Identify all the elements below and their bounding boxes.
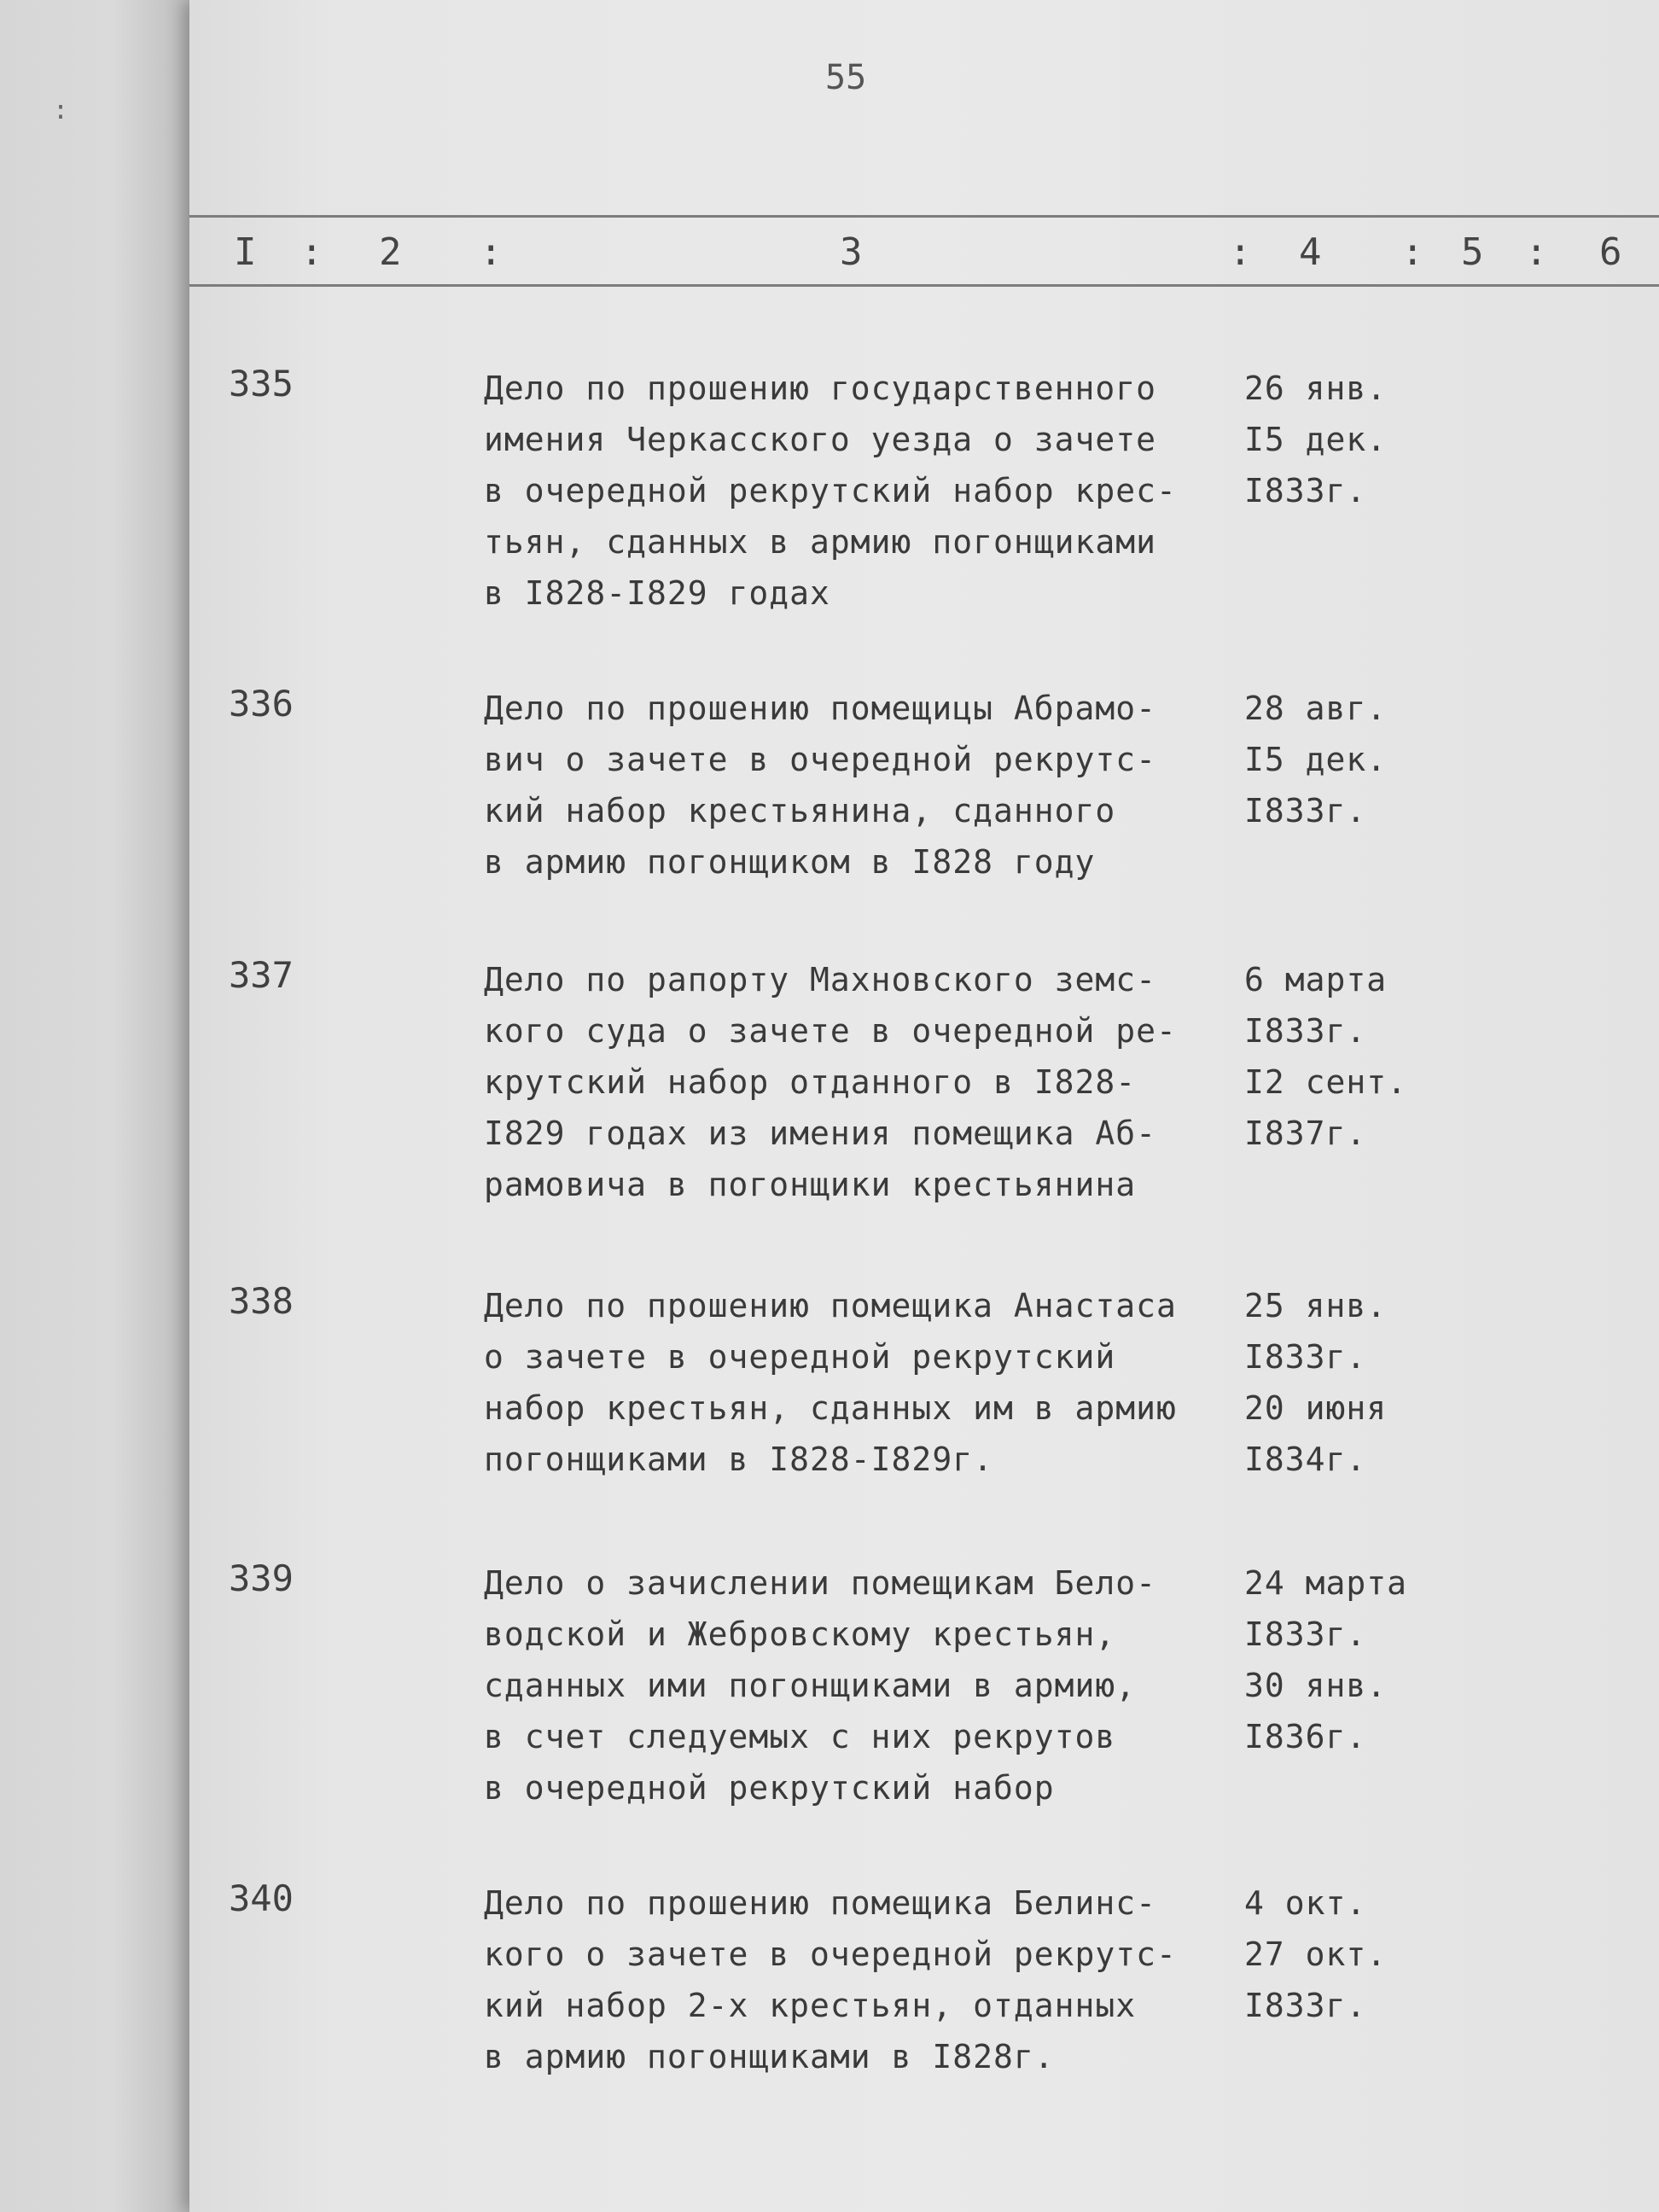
row-number: 338: [229, 1280, 294, 1322]
title-line: I829 годах из имения помещика Аб-: [484, 1115, 1156, 1152]
title-line: в I828-I829 годах: [484, 574, 830, 612]
date-line: I2 сент.: [1244, 1063, 1408, 1101]
header-col-1: I: [234, 230, 257, 274]
title-line: в счет следуемых с них рекрутов: [484, 1718, 1116, 1755]
margin-mark: :: [53, 96, 69, 125]
row-title: [484, 1557, 1218, 1813]
header-col-4: 4: [1299, 230, 1322, 274]
title-line: Дело по рапорту Махновского земс-: [484, 961, 1156, 998]
date-line: 25 янв.: [1244, 1287, 1388, 1324]
header-col-3: 3: [840, 230, 863, 274]
date-line: I5 дек.: [1244, 421, 1388, 458]
date-line: I833г.: [1244, 1987, 1367, 2024]
date-line: 24 марта: [1244, 1564, 1408, 1602]
title-line: рамовича в погонщики крестьянина: [484, 1166, 1137, 1203]
row-title: [484, 1280, 1218, 1485]
document-page: [189, 0, 1659, 2212]
title-line: тьян, сданных в армию погонщиками: [484, 523, 1156, 561]
header-separator: :: [1401, 230, 1424, 274]
date-line: 30 янв.: [1244, 1667, 1388, 1704]
title-line: в очередной рекрутский набор крес-: [484, 472, 1177, 509]
date-line: I833г.: [1244, 472, 1367, 509]
date-line: 26 янв.: [1244, 370, 1388, 407]
adjacent-page-edge: [0, 0, 189, 2212]
date-line: 27 окт.: [1244, 1936, 1388, 1973]
title-line: имения Черкасского уезда о зачете: [484, 421, 1156, 458]
row-dates: [1244, 1280, 1458, 1485]
header-col-6: 6: [1599, 230, 1622, 274]
date-line: I833г.: [1244, 1338, 1367, 1376]
title-line: сданных ими погонщиками в армию,: [484, 1667, 1137, 1704]
header-separator: :: [480, 230, 503, 274]
title-line: в армию погонщиками в I828г.: [484, 2038, 1055, 2075]
title-line: набор крестьян, сданных им в армию: [484, 1389, 1177, 1427]
title-line: Дело по прошению помещика Анастаса: [484, 1287, 1177, 1324]
title-line: Дело по прошению помещика Белинс-: [484, 1884, 1156, 1922]
title-line: крутский набор отданного в I828-: [484, 1063, 1137, 1101]
date-line: I834г.: [1244, 1441, 1367, 1478]
title-line: кий набор 2-х крестьян, отданных: [484, 1987, 1137, 2024]
header-separator: :: [300, 230, 323, 274]
row-title: [484, 363, 1218, 619]
row-number: 337: [229, 954, 294, 996]
header-bottom-rule: [189, 284, 1659, 287]
title-line: кий набор крестьянина, сданного: [484, 792, 1116, 830]
row-number: 339: [229, 1557, 294, 1599]
header-col-5: 5: [1461, 230, 1484, 274]
row-dates: [1244, 1557, 1458, 1762]
date-line: I837г.: [1244, 1115, 1367, 1152]
page-number: 55: [825, 58, 867, 97]
header-separator: :: [1229, 230, 1252, 274]
title-line: Дело о зачислении помещикам Бело-: [484, 1564, 1156, 1602]
title-line: в очередной рекрутский набор: [484, 1769, 1055, 1807]
title-line: в армию погонщиком в I828 году: [484, 843, 1096, 881]
date-line: 20 июня: [1244, 1389, 1388, 1427]
row-title: [484, 683, 1218, 888]
date-line: I833г.: [1244, 1012, 1367, 1050]
title-line: о зачете в очередной рекрутский: [484, 1338, 1116, 1376]
row-number: 336: [229, 683, 294, 725]
header-top-rule: [189, 215, 1659, 218]
title-line: Дело по прошению государственного: [484, 370, 1156, 407]
date-line: I836г.: [1244, 1718, 1367, 1755]
row-number: 335: [229, 363, 294, 405]
row-dates: [1244, 363, 1458, 516]
header-col-2: 2: [379, 230, 402, 274]
row-title: [484, 1877, 1218, 2082]
date-line: I833г.: [1244, 792, 1367, 830]
row-number: 340: [229, 1877, 294, 1919]
row-title: [484, 954, 1218, 1210]
title-line: погонщиками в I828-I829г.: [484, 1441, 993, 1478]
date-line: 4 окт.: [1244, 1884, 1367, 1922]
row-dates: [1244, 1877, 1458, 2031]
date-line: I5 дек.: [1244, 741, 1388, 778]
title-line: Дело по прошению помещицы Абрамо-: [484, 690, 1156, 727]
title-line: кого о зачете в очередной рекрутс-: [484, 1936, 1177, 1973]
date-line: 6 марта: [1244, 961, 1388, 998]
title-line: вич о зачете в очередной рекрутс-: [484, 741, 1156, 778]
date-line: 28 авг.: [1244, 690, 1388, 727]
date-line: I833г.: [1244, 1615, 1367, 1653]
row-dates: [1244, 683, 1458, 836]
title-line: кого суда о зачете в очередной ре-: [484, 1012, 1177, 1050]
title-line: водской и Жебровскому крестьян,: [484, 1615, 1116, 1653]
header-separator: :: [1525, 230, 1548, 274]
row-dates: [1244, 954, 1458, 1159]
